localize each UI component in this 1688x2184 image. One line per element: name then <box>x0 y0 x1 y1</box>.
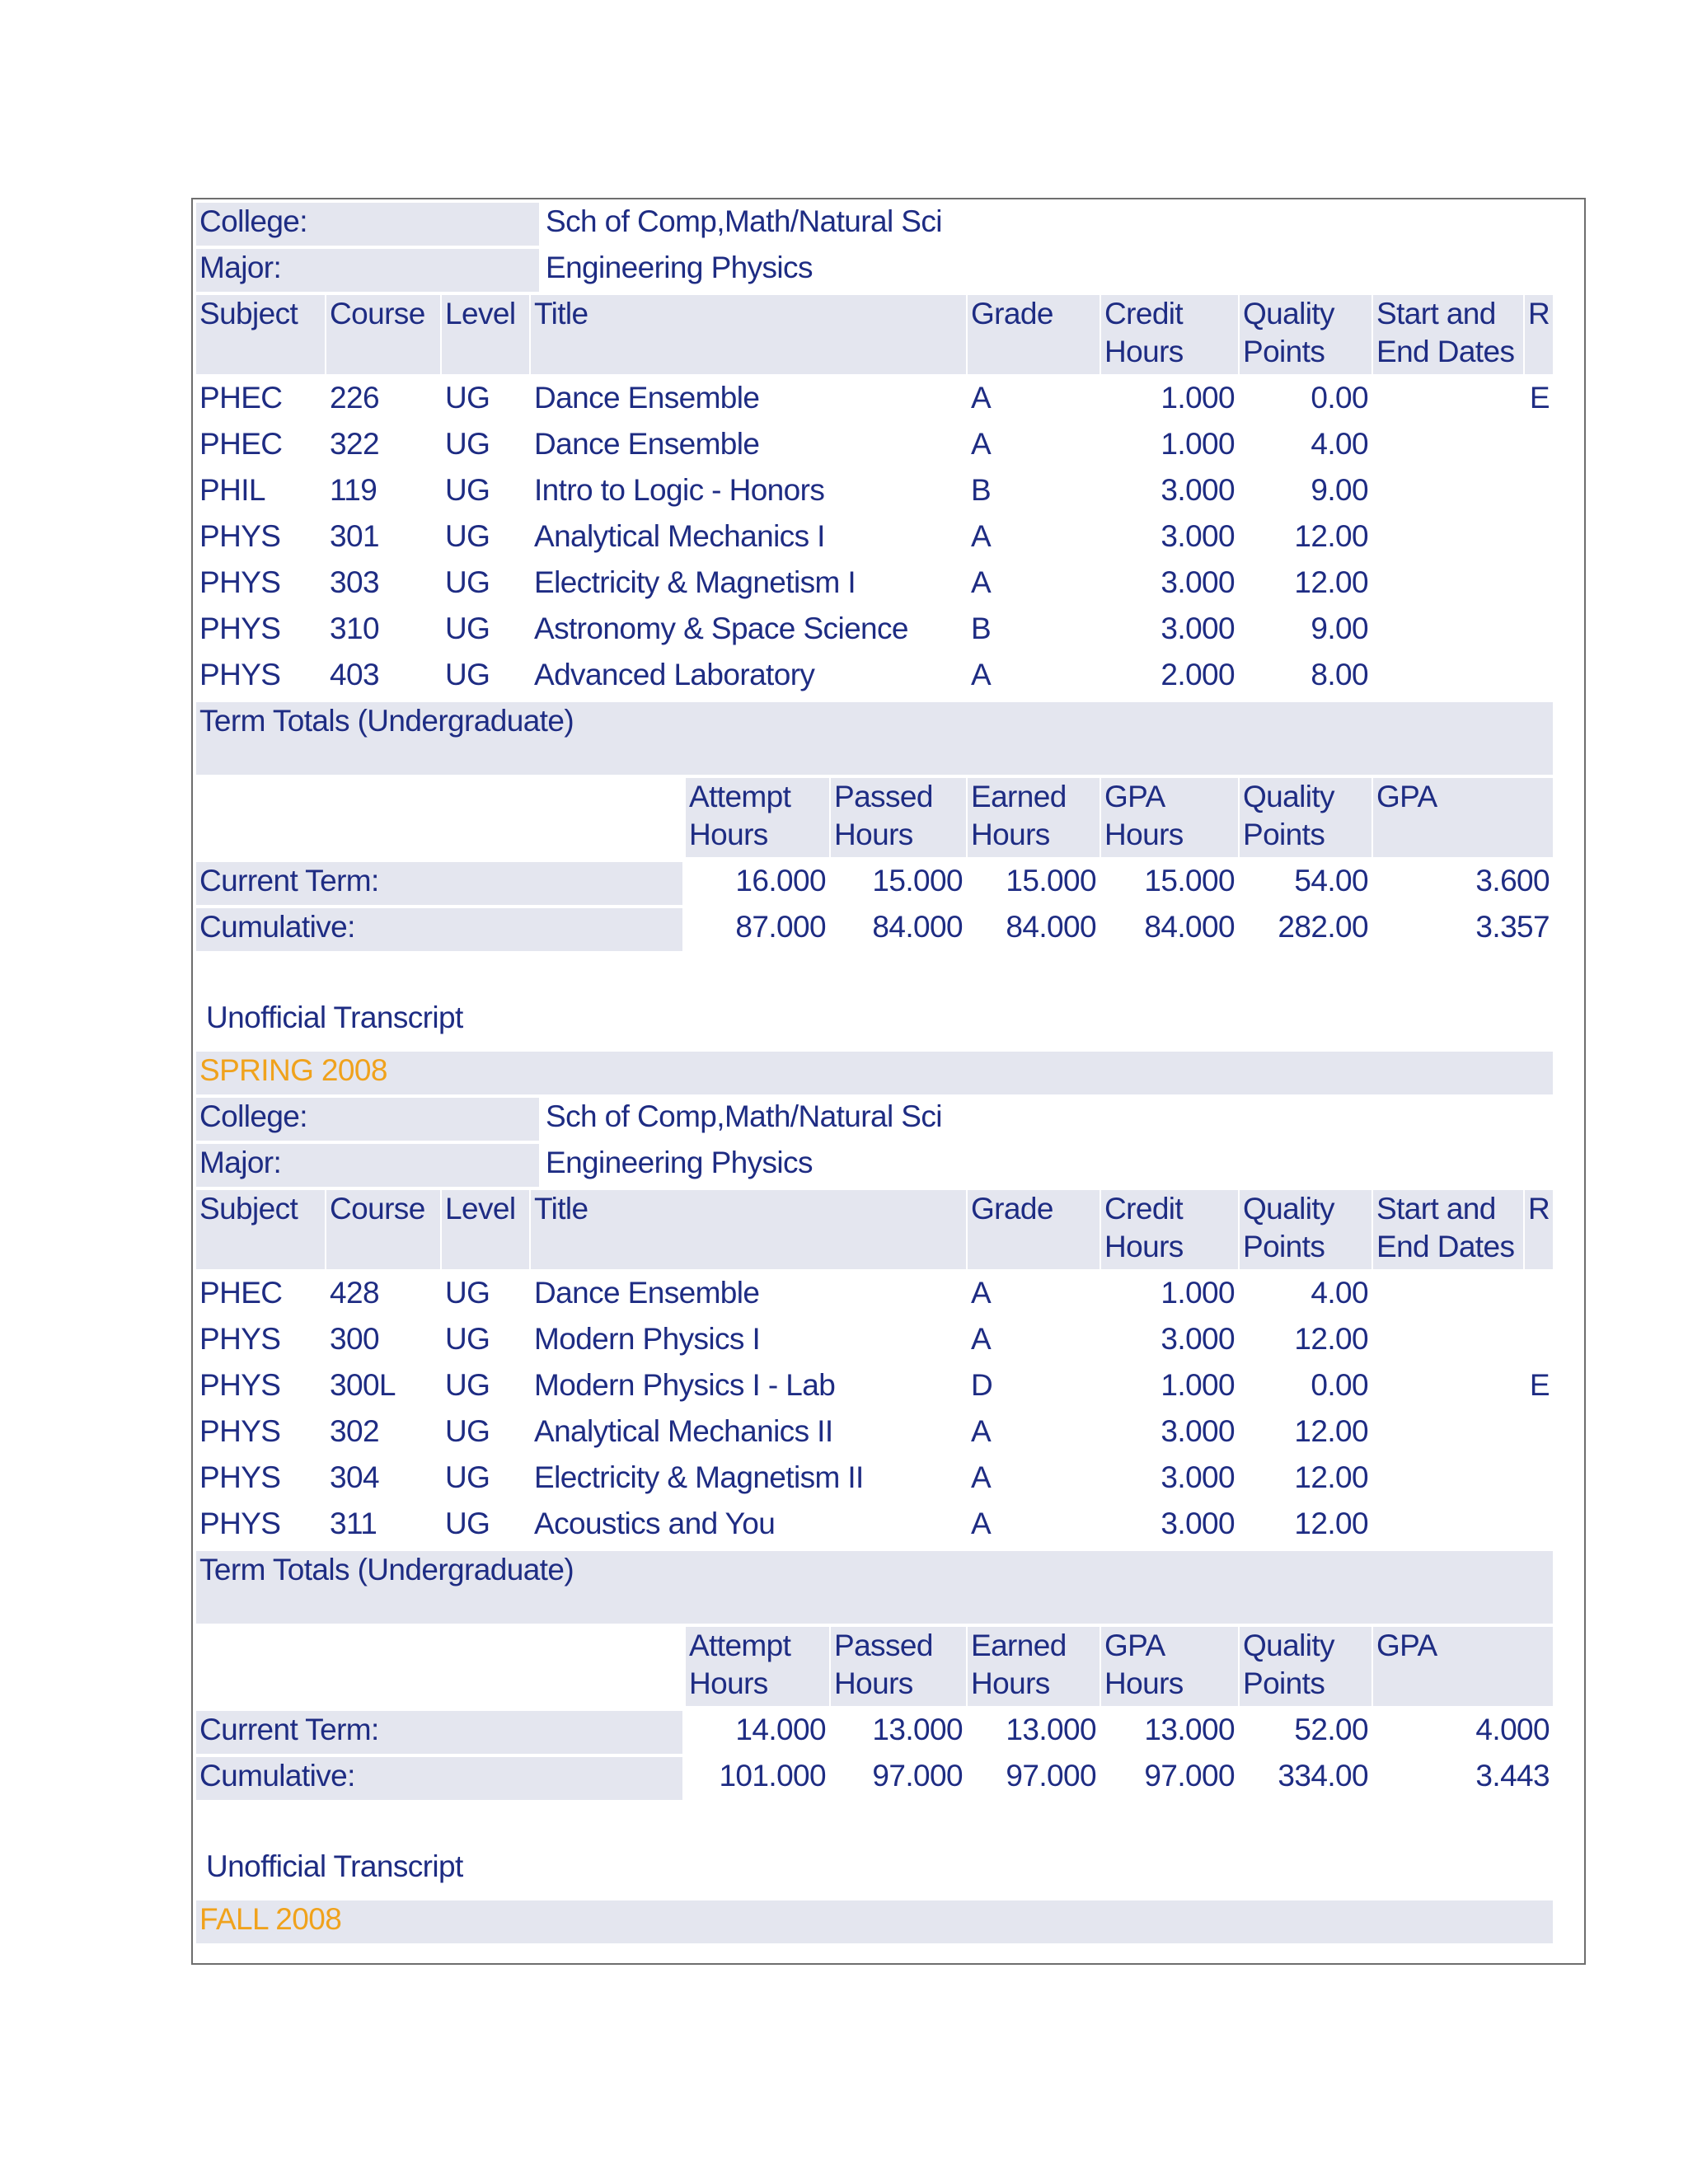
course-cell <box>1373 425 1523 468</box>
current-term-value: 16.000 <box>735 864 826 898</box>
course-cell: A <box>971 1414 992 1448</box>
course-header-cell: Credit Hours <box>1101 1190 1238 1269</box>
course-cell: 310 <box>330 612 379 645</box>
transcript-frame <box>191 198 1586 1965</box>
course-cell: PHYS <box>199 1460 281 1494</box>
cumulative-value: 97.000 <box>1006 1759 1096 1793</box>
course-cell: 8.00 <box>1311 658 1368 691</box>
current-term-value: 15.000 <box>1144 864 1235 898</box>
current-term-value: 54.00 <box>1294 864 1368 898</box>
course-header-cell: Grade <box>968 1190 1100 1269</box>
course-cell: A <box>971 658 992 691</box>
course-cell: 311 <box>330 1507 377 1540</box>
course-header-cell: Level <box>442 1190 529 1269</box>
course-cell: 3.000 <box>1160 473 1235 507</box>
course-cell <box>1525 471 1553 514</box>
course-header-cell: R <box>1525 295 1553 374</box>
totals-header-cell: Earned Hours <box>968 778 1100 857</box>
course-cell: PHYS <box>199 1368 281 1402</box>
course-cell: PHEC <box>199 427 283 461</box>
course-cell: 12.00 <box>1294 1507 1368 1540</box>
course-cell: PHYS <box>199 1322 281 1356</box>
course-cell: E <box>1529 381 1550 415</box>
totals-header-cell: Passed Hours <box>831 1627 966 1706</box>
course-cell: 1.000 <box>1160 427 1235 461</box>
course-cell: Acoustics and You <box>534 1507 776 1540</box>
course-cell: UG <box>445 1368 490 1402</box>
course-header-cell: Quality Points <box>1240 295 1372 374</box>
totals-header-cell: Passed Hours <box>831 778 966 857</box>
course-cell <box>1373 379 1523 422</box>
course-cell: UG <box>445 1414 490 1448</box>
course-cell: D <box>971 1368 993 1402</box>
course-cell <box>1373 1413 1523 1455</box>
totals-header-cell: Quality Points <box>1240 1627 1372 1706</box>
course-cell: E <box>1529 1368 1550 1402</box>
course-cell <box>1373 1366 1523 1409</box>
course-cell: 2.000 <box>1160 658 1235 691</box>
course-cell <box>1525 1320 1553 1363</box>
course-cell: 403 <box>330 658 379 691</box>
course-cell: 9.00 <box>1311 612 1368 645</box>
current-term-value: 13.000 <box>1006 1713 1096 1746</box>
course-cell: 9.00 <box>1311 473 1368 507</box>
course-cell: A <box>971 427 992 461</box>
course-cell: 12.00 <box>1294 1460 1368 1494</box>
course-cell <box>1525 1274 1553 1317</box>
course-cell: UG <box>445 1460 490 1494</box>
course-header-cell: R <box>1525 1190 1553 1269</box>
course-cell: A <box>971 565 992 599</box>
course-cell: UG <box>445 565 490 599</box>
course-cell: PHYS <box>199 519 281 553</box>
totals-header-cell: Attempt Hours <box>686 778 829 857</box>
cumulative-value: 84.000 <box>1006 910 1096 944</box>
unofficial-transcript-label: Unofficial Transcript <box>206 1849 463 1883</box>
course-cell: 1.000 <box>1160 381 1235 415</box>
current-term-value: 14.000 <box>735 1713 826 1746</box>
course-cell: 3.000 <box>1160 519 1235 553</box>
course-cell: 303 <box>330 565 379 599</box>
course-cell <box>1373 610 1523 653</box>
current-term-value: 3.600 <box>1475 864 1550 898</box>
current-term-label: Current Term: <box>196 862 682 905</box>
college-value: Sch of Comp,Math/Natural Sci <box>546 204 942 238</box>
cumulative-label: Cumulative: <box>196 908 682 951</box>
college-label: College: <box>196 203 539 246</box>
course-cell: A <box>971 1460 992 1494</box>
course-cell: Analytical Mechanics II <box>534 1414 833 1448</box>
course-cell: 12.00 <box>1294 1322 1368 1356</box>
totals-header-cell: GPA <box>1373 778 1553 857</box>
cumulative-value: 3.443 <box>1475 1759 1550 1793</box>
cumulative-label: Cumulative: <box>196 1757 682 1800</box>
course-cell: 1.000 <box>1160 1276 1235 1310</box>
cumulative-value: 3.357 <box>1475 910 1550 944</box>
course-cell: UG <box>445 658 490 691</box>
course-cell: PHEC <box>199 381 283 415</box>
current-term-value: 15.000 <box>872 864 963 898</box>
course-cell: Dance Ensemble <box>534 1276 760 1310</box>
course-cell <box>1373 471 1523 514</box>
course-cell: Modern Physics I <box>534 1322 761 1356</box>
course-cell <box>1373 1274 1523 1317</box>
course-cell: 3.000 <box>1160 1322 1235 1356</box>
course-cell: 0.00 <box>1311 1368 1368 1402</box>
course-cell: A <box>971 1507 992 1540</box>
course-cell: Dance Ensemble <box>534 381 760 415</box>
cumulative-value: 97.000 <box>872 1759 963 1793</box>
major-label: Major: <box>196 1144 539 1187</box>
term-totals-heading: Term Totals (Undergraduate) <box>196 702 1553 775</box>
course-cell: 301 <box>330 519 379 553</box>
course-cell <box>1373 518 1523 560</box>
cumulative-value: 84.000 <box>872 910 963 944</box>
course-cell <box>1373 1320 1523 1363</box>
totals-header-cell: Attempt Hours <box>686 1627 829 1706</box>
totals-header-cell: Quality Points <box>1240 778 1372 857</box>
course-cell: UG <box>445 1276 490 1310</box>
term-totals-heading: Term Totals (Undergraduate) <box>196 1551 1553 1624</box>
course-cell: A <box>971 381 992 415</box>
college-label: College: <box>196 1098 539 1141</box>
course-cell: PHYS <box>199 1507 281 1540</box>
unofficial-transcript-label: Unofficial Transcript <box>206 1001 463 1034</box>
course-cell <box>1525 564 1553 607</box>
course-cell <box>1373 656 1523 699</box>
course-cell: UG <box>445 1507 490 1540</box>
totals-header-cell: GPA Hours <box>1101 1627 1238 1706</box>
course-cell: 300L <box>330 1368 396 1402</box>
course-cell: 226 <box>330 381 379 415</box>
course-cell: UG <box>445 381 490 415</box>
course-cell: Astronomy & Space Science <box>534 612 908 645</box>
course-header-cell: Subject <box>196 1190 325 1269</box>
course-cell: Electricity & Magnetism II <box>534 1460 864 1494</box>
major-value: Engineering Physics <box>546 251 813 284</box>
course-cell <box>1525 1505 1553 1548</box>
course-cell: UG <box>445 1322 490 1356</box>
course-cell: B <box>971 473 992 507</box>
course-cell: PHYS <box>199 1414 281 1448</box>
major-value: Engineering Physics <box>546 1146 813 1179</box>
current-term-value: 13.000 <box>1144 1713 1235 1746</box>
course-cell <box>1373 564 1523 607</box>
course-cell: 322 <box>330 427 379 461</box>
course-cell: PHYS <box>199 658 281 691</box>
course-header-cell: Start and End Dates <box>1373 295 1523 374</box>
course-cell: 3.000 <box>1160 612 1235 645</box>
current-term-value: 52.00 <box>1294 1713 1368 1746</box>
term-season-heading: SPRING 2008 <box>196 1052 1553 1094</box>
course-cell: 4.00 <box>1311 1276 1368 1310</box>
course-cell <box>1373 1459 1523 1502</box>
course-header-cell: Level <box>442 295 529 374</box>
term-season-heading: FALL 2008 <box>196 1900 1553 1943</box>
course-cell: 4.00 <box>1311 427 1368 461</box>
course-cell <box>1525 518 1553 560</box>
course-cell <box>1525 610 1553 653</box>
course-header-cell: Course <box>326 1190 440 1269</box>
course-cell: B <box>971 612 992 645</box>
course-cell: 302 <box>330 1414 379 1448</box>
course-cell <box>1525 656 1553 699</box>
course-cell: 12.00 <box>1294 1414 1368 1448</box>
course-header-cell: Title <box>531 295 966 374</box>
course-cell: A <box>971 1276 992 1310</box>
course-cell: PHYS <box>199 612 281 645</box>
current-term-value: 15.000 <box>1006 864 1096 898</box>
course-header-cell: Grade <box>968 295 1100 374</box>
cumulative-value: 101.000 <box>719 1759 826 1793</box>
course-cell: Electricity & Magnetism I <box>534 565 856 599</box>
current-term-value: 13.000 <box>872 1713 963 1746</box>
cumulative-value: 84.000 <box>1144 910 1235 944</box>
course-cell: 3.000 <box>1160 1460 1235 1494</box>
course-cell: Dance Ensemble <box>534 427 760 461</box>
course-header-cell: Start and End Dates <box>1373 1190 1523 1269</box>
cumulative-value: 334.00 <box>1278 1759 1368 1793</box>
totals-header-cell: Earned Hours <box>968 1627 1100 1706</box>
course-cell <box>1525 425 1553 468</box>
course-cell: Modern Physics I - Lab <box>534 1368 836 1402</box>
course-cell: A <box>971 519 992 553</box>
course-header-cell: Title <box>531 1190 966 1269</box>
cumulative-value: 282.00 <box>1278 910 1368 944</box>
current-term-value: 4.000 <box>1475 1713 1550 1746</box>
course-cell: UG <box>445 473 490 507</box>
course-header-cell: Subject <box>196 295 325 374</box>
course-cell: 300 <box>330 1322 379 1356</box>
college-value: Sch of Comp,Math/Natural Sci <box>546 1099 942 1133</box>
major-label: Major: <box>196 249 539 292</box>
course-cell: 428 <box>330 1276 379 1310</box>
course-cell <box>1525 1459 1553 1502</box>
totals-header-cell: GPA Hours <box>1101 778 1238 857</box>
course-cell: Analytical Mechanics I <box>534 519 825 553</box>
course-cell: UG <box>445 427 490 461</box>
course-cell: 304 <box>330 1460 379 1494</box>
course-cell: 1.000 <box>1160 1368 1235 1402</box>
course-cell: 3.000 <box>1160 565 1235 599</box>
course-cell: PHIL <box>199 473 265 507</box>
course-cell <box>1525 1413 1553 1455</box>
course-cell: 3.000 <box>1160 1507 1235 1540</box>
course-cell: 12.00 <box>1294 565 1368 599</box>
course-cell: 0.00 <box>1311 381 1368 415</box>
course-cell: Advanced Laboratory <box>534 658 815 691</box>
course-header-cell: Course <box>326 295 440 374</box>
course-header-cell: Quality Points <box>1240 1190 1372 1269</box>
totals-header-cell: GPA <box>1373 1627 1553 1706</box>
course-cell: 3.000 <box>1160 1414 1235 1448</box>
course-cell: 12.00 <box>1294 519 1368 553</box>
cumulative-value: 97.000 <box>1144 1759 1235 1793</box>
course-cell: UG <box>445 519 490 553</box>
course-cell: UG <box>445 612 490 645</box>
course-cell: PHEC <box>199 1276 283 1310</box>
course-cell: PHYS <box>199 565 281 599</box>
course-cell: Intro to Logic - Honors <box>534 473 825 507</box>
cumulative-value: 87.000 <box>735 910 826 944</box>
course-cell <box>1373 1505 1523 1548</box>
course-cell: A <box>971 1322 992 1356</box>
course-header-cell: Credit Hours <box>1101 295 1238 374</box>
course-cell: 119 <box>330 473 377 507</box>
current-term-label: Current Term: <box>196 1711 682 1754</box>
